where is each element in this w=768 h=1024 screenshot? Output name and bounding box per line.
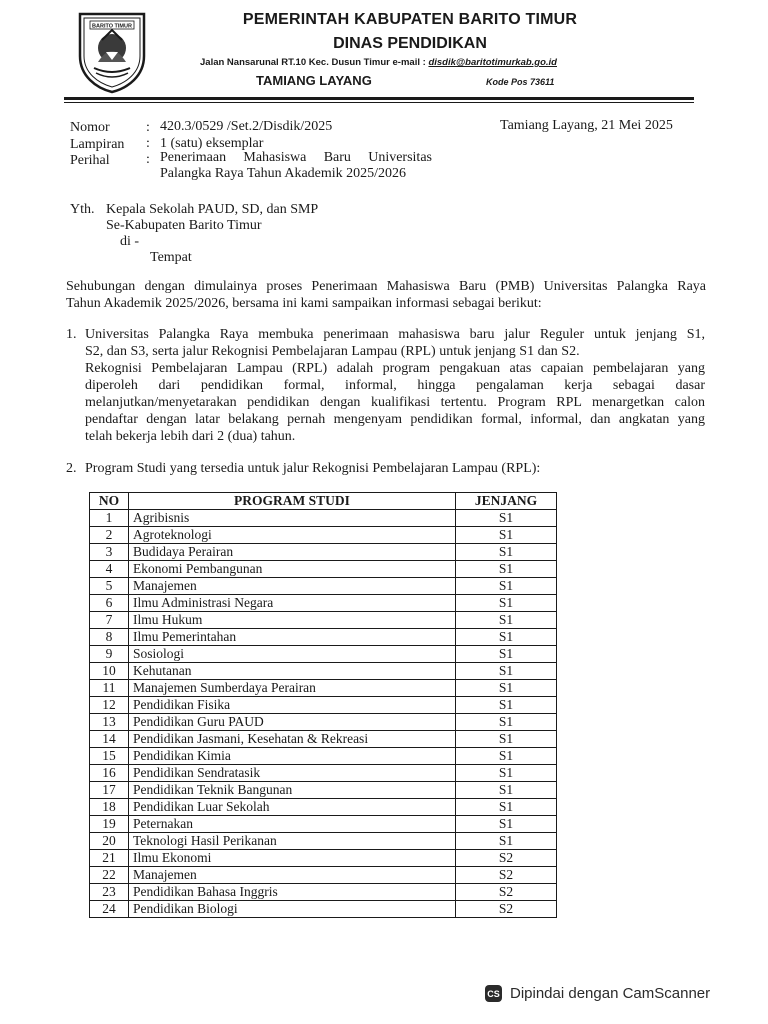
- row-jenjang: S1: [456, 612, 557, 629]
- row-program-studi: Manajemen Sumberdaya Perairan: [129, 680, 456, 697]
- letterhead-address: [200, 57, 557, 68]
- regency-emblem-logo: [76, 10, 148, 94]
- row-program-studi: Sosiologi: [129, 646, 456, 663]
- perihal-colon: :: [146, 152, 150, 167]
- table-row: [90, 884, 557, 901]
- row-number: 1: [90, 510, 129, 527]
- table-row: [90, 544, 557, 561]
- row-jenjang: S2: [456, 884, 557, 901]
- lampiran-label: Lampiran: [70, 137, 125, 152]
- recipient-salutation: Yth.: [70, 202, 95, 217]
- perihal-value-line1: Penerimaan Mahasiswa Baru Universitas: [160, 150, 432, 165]
- row-number: 19: [90, 816, 129, 833]
- table-row: [90, 816, 557, 833]
- table-row: [90, 646, 557, 663]
- table-row: [90, 663, 557, 680]
- row-jenjang: S1: [456, 680, 557, 697]
- row-number: 11: [90, 680, 129, 697]
- row-number: 16: [90, 765, 129, 782]
- row-jenjang: S2: [456, 850, 557, 867]
- table-row: [90, 595, 557, 612]
- row-jenjang: S1: [456, 799, 557, 816]
- row-number: 5: [90, 578, 129, 595]
- row-program-studi: Teknologi Hasil Perikanan: [129, 833, 456, 850]
- row-number: 7: [90, 612, 129, 629]
- row-program-studi: Pendidikan Teknik Bangunan: [129, 782, 456, 799]
- row-program-studi: Pendidikan Guru PAUD: [129, 714, 456, 731]
- header-jenjang: JENJANG: [456, 493, 557, 510]
- address-text: Jalan Nansarunal RT.10 Kec. Dusun Timur e-mail :: [200, 57, 429, 68]
- point1-line: S2, dan S3, serta jalur Rekognisi Pembelajaran Lampau (RPL) untuk jenjang S1 dan S2.: [85, 344, 580, 359]
- point1-line: diperoleh dari pendidikan formal, informal, hingga pengalaman kerja sebagai dasar: [85, 378, 705, 393]
- row-jenjang: S1: [456, 595, 557, 612]
- recipient-line3: di -: [120, 234, 140, 249]
- point1-line: melanjutkan/menyetarakan pendidikan dengan kualifikasi tertentu. Program RPL menargetkan calon: [85, 395, 705, 410]
- row-number: 10: [90, 663, 129, 680]
- row-jenjang: S1: [456, 731, 557, 748]
- row-jenjang: S1: [456, 833, 557, 850]
- row-number: 18: [90, 799, 129, 816]
- table-row: [90, 850, 557, 867]
- row-number: 24: [90, 901, 129, 918]
- logo-text: BARITO TIMUR: [92, 23, 132, 30]
- row-program-studi: Ilmu Ekonomi: [129, 850, 456, 867]
- point1-line: telah bekerja lebih dari 2 (dua) tahun.: [85, 429, 296, 444]
- table-body: [90, 510, 557, 918]
- row-jenjang: S1: [456, 527, 557, 544]
- row-program-studi: Pendidikan Fisika: [129, 697, 456, 714]
- row-program-studi: Ilmu Hukum: [129, 612, 456, 629]
- table-row: [90, 765, 557, 782]
- row-jenjang: S2: [456, 901, 557, 918]
- letterhead-city: TAMIANG LAYANG: [256, 73, 372, 88]
- table-row: [90, 510, 557, 527]
- point1-line: pendaftar dengan latar belakang pernah mengenyam pendidikan formal, informal, dan angkatan yang: [85, 412, 705, 427]
- row-jenjang: S1: [456, 510, 557, 527]
- row-program-studi: Budidaya Perairan: [129, 544, 456, 561]
- camscanner-text: Dipindai dengan CamScanner: [510, 985, 711, 1002]
- row-program-studi: Ilmu Administrasi Negara: [129, 595, 456, 612]
- table-row: [90, 833, 557, 850]
- header-program-studi: PROGRAM STUDI: [129, 493, 456, 510]
- row-program-studi: Agribisnis: [129, 510, 456, 527]
- table-row: [90, 731, 557, 748]
- row-jenjang: S1: [456, 714, 557, 731]
- row-number: 13: [90, 714, 129, 731]
- row-program-studi: Kehutanan: [129, 663, 456, 680]
- intro-line1: Sehubungan dengan dimulainya proses Penerimaan Mahasiswa Baru (PMB) Universitas Palangka Raya: [66, 279, 706, 294]
- recipient-line1: Kepala Sekolah PAUD, SD, dan SMP: [106, 202, 319, 217]
- row-program-studi: Pendidikan Kimia: [129, 748, 456, 765]
- row-number: 17: [90, 782, 129, 799]
- row-program-studi: Pendidikan Sendratasik: [129, 765, 456, 782]
- point2-number: 2.: [66, 461, 77, 476]
- camscanner-icon: CS: [485, 985, 502, 1002]
- row-number: 4: [90, 561, 129, 578]
- letterhead-postal-code: Kode Pos 73611: [486, 77, 555, 87]
- point1-line: Rekognisi Pembelajaran Lampau (RPL) adalah program pengakuan atas capaian pembelajaran yang: [85, 361, 705, 376]
- row-jenjang: S1: [456, 765, 557, 782]
- row-number: 2: [90, 527, 129, 544]
- point1-paragraph: [85, 326, 705, 445]
- row-jenjang: S1: [456, 663, 557, 680]
- row-number: 22: [90, 867, 129, 884]
- table-row: [90, 901, 557, 918]
- row-number: 21: [90, 850, 129, 867]
- row-number: 20: [90, 833, 129, 850]
- perihal-label: Perihal: [70, 153, 110, 168]
- table-row: [90, 714, 557, 731]
- row-number: 3: [90, 544, 129, 561]
- table-row: [90, 867, 557, 884]
- row-jenjang: S1: [456, 782, 557, 799]
- recipient-line2: Se-Kabupaten Barito Timur: [106, 218, 262, 233]
- recipient-line4: Tempat: [150, 250, 192, 265]
- row-jenjang: S1: [456, 697, 557, 714]
- row-jenjang: S1: [456, 561, 557, 578]
- table-row: [90, 561, 557, 578]
- letterhead-department: DINAS PENDIDIKAN: [333, 35, 487, 52]
- row-number: 14: [90, 731, 129, 748]
- program-studi-table: [89, 492, 557, 918]
- table-row: [90, 748, 557, 765]
- row-number: 9: [90, 646, 129, 663]
- table-row: [90, 799, 557, 816]
- row-jenjang: S1: [456, 816, 557, 833]
- row-program-studi: Agroteknologi: [129, 527, 456, 544]
- lampiran-colon: :: [146, 136, 150, 151]
- row-jenjang: S2: [456, 867, 557, 884]
- row-jenjang: S1: [456, 629, 557, 646]
- table-row: [90, 782, 557, 799]
- row-program-studi: Manajemen: [129, 578, 456, 595]
- nomor-label: Nomor: [70, 120, 110, 135]
- intro-paragraph: [66, 278, 706, 312]
- nomor-value: 420.3/0529 /Set.2/Disdik/2025: [160, 119, 333, 134]
- table-row: [90, 578, 557, 595]
- row-program-studi: Pendidikan Bahasa Inggris: [129, 884, 456, 901]
- nomor-colon: :: [146, 120, 150, 135]
- letterhead-divider-thin: [64, 102, 694, 103]
- row-number: 15: [90, 748, 129, 765]
- row-jenjang: S1: [456, 646, 557, 663]
- intro-line2: Tahun Akademik 2025/2026, bersama ini kami sampaikan informasi sebagai berikut:: [66, 296, 542, 311]
- row-program-studi: Manajemen: [129, 867, 456, 884]
- point1-number: 1.: [66, 327, 77, 342]
- row-program-studi: Peternakan: [129, 816, 456, 833]
- row-jenjang: S1: [456, 544, 557, 561]
- row-jenjang: S1: [456, 578, 557, 595]
- table-header-row: [90, 493, 557, 510]
- row-program-studi: Ilmu Pemerintahan: [129, 629, 456, 646]
- point1-line: Universitas Palangka Raya membuka penerimaan mahasiswa baru jalur Reguler untuk jenjang S1,: [85, 327, 705, 342]
- row-jenjang: S1: [456, 748, 557, 765]
- table-row: [90, 697, 557, 714]
- row-program-studi: Pendidikan Biologi: [129, 901, 456, 918]
- letter-date: Tamiang Layang, 21 Mei 2025: [500, 118, 673, 133]
- table-row: [90, 612, 557, 629]
- row-program-studi: Ekonomi Pembangunan: [129, 561, 456, 578]
- letterhead-divider-thick: [64, 97, 694, 100]
- row-number: 23: [90, 884, 129, 901]
- letterhead-government: PEMERINTAH KABUPATEN BARITO TIMUR: [242, 11, 578, 28]
- camscanner-watermark: [485, 985, 710, 1002]
- table-row: [90, 629, 557, 646]
- table-row: [90, 680, 557, 697]
- row-number: 12: [90, 697, 129, 714]
- lampiran-value: 1 (satu) eksemplar: [160, 136, 264, 151]
- row-program-studi: Pendidikan Jasmani, Kesehatan & Rekreasi: [129, 731, 456, 748]
- row-number: 6: [90, 595, 129, 612]
- perihal-value-line2: Palangka Raya Tahun Akademik 2025/2026: [160, 166, 407, 181]
- row-program-studi: Pendidikan Luar Sekolah: [129, 799, 456, 816]
- point2-text: Program Studi yang tersedia untuk jalur Rekognisi Pembelajaran Lampau (RPL):: [85, 461, 541, 476]
- table-row: [90, 527, 557, 544]
- email-link[interactable]: disdik@baritotimurkab.go.id: [428, 57, 557, 68]
- header-no: NO: [90, 493, 129, 510]
- row-number: 8: [90, 629, 129, 646]
